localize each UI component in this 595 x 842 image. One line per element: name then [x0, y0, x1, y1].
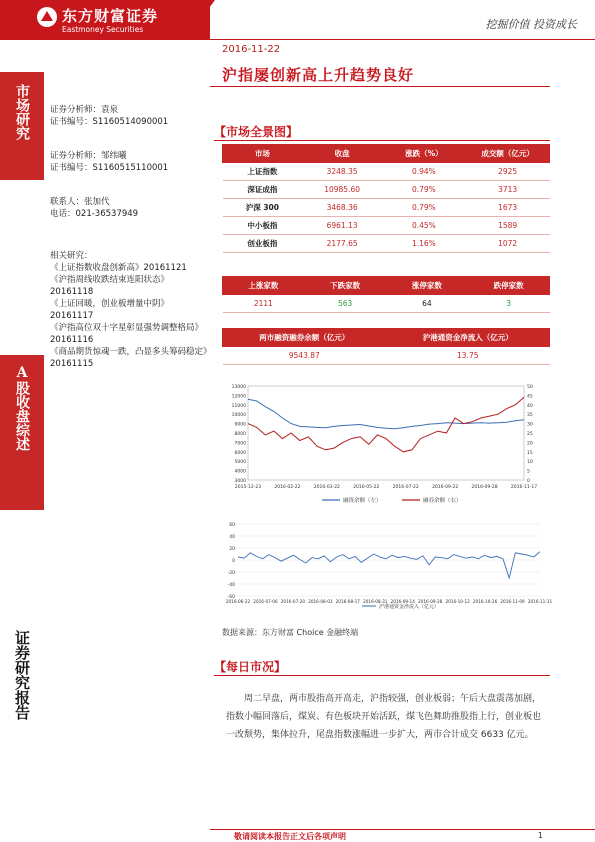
footer-rule — [210, 829, 595, 830]
cert-label: 证书编号： — [50, 117, 93, 127]
y-tick-label-right: 45 — [527, 394, 533, 400]
data-source-note: 数据来源：东方财富 Choice 金融终端 — [222, 628, 359, 637]
x-tick-label: 2016-08-17 — [335, 599, 360, 604]
limit-up-value: 64 — [386, 295, 468, 313]
sidebar-section-market-research — [0, 72, 44, 180]
northbound-flow-chart — [222, 520, 552, 612]
y-tick-label-left: 6000 — [234, 450, 246, 456]
analyst-1 — [50, 104, 168, 128]
col-header: 收盘 — [302, 145, 382, 163]
market-overview-table — [222, 144, 550, 253]
y-tick-label-left: 11000 — [231, 403, 246, 409]
sidebar-section-a-share — [0, 355, 44, 510]
series-line — [248, 399, 524, 429]
phone-number: 021-36537949 — [75, 209, 139, 219]
title-rule — [210, 86, 550, 87]
col-header: 下跌家数 — [304, 277, 386, 295]
y-tick-label-left: 13000 — [231, 385, 246, 390]
y-tick-label: -40 — [227, 583, 235, 588]
limit-down-value: 3 — [468, 295, 550, 313]
contact-info — [50, 196, 138, 220]
y-tick-label-right: 30 — [527, 422, 533, 428]
related-item[interactable]: 《商品期货惊魂一跌，凸显多头筹码稳定》20161115 — [50, 347, 208, 369]
x-tick-label: 2016-07-06 — [253, 599, 278, 604]
table-row — [223, 295, 550, 313]
northbound-flow-value: 13.75 — [386, 347, 549, 365]
y-tick-label-right: 25 — [527, 432, 533, 437]
x-tick-label: 2016-03-22 — [313, 485, 340, 490]
header-rule — [210, 39, 595, 40]
analyst-role: 证券分析师： — [50, 151, 102, 161]
cell-change: 1.16% — [382, 235, 466, 253]
x-tick-label: 2016-07-20 — [280, 599, 306, 604]
col-header: 两市融资融券余额（亿元） — [223, 329, 387, 347]
x-tick-label: 2015-12-23 — [234, 485, 262, 490]
related-item[interactable]: 《沪指高位双十字星彰显强势调整格局》20161116 — [50, 323, 204, 345]
y-tick-label-right: 40 — [527, 403, 533, 409]
legend-label: 沪港通资金净流入（亿元） — [379, 604, 440, 610]
y-tick-label-left: 10000 — [231, 413, 246, 419]
sidebar-label-a-share: A股收盘综述 — [14, 365, 30, 451]
y-tick-label-left: 7000 — [234, 441, 246, 447]
margin-balance-chart — [222, 380, 552, 512]
col-header: 涨停家数 — [386, 277, 468, 295]
cell-close: 3248.35 — [302, 163, 382, 181]
cell-turnover: 1673 — [466, 199, 550, 217]
table-row — [223, 217, 550, 235]
breadth-table — [222, 276, 550, 313]
cell-close: 10985.60 — [302, 181, 382, 199]
y-tick-label: 40 — [229, 535, 235, 540]
contact-label: 联系人： — [50, 197, 85, 207]
header-slogan: 挖掘价值 投资成长 — [485, 18, 577, 31]
y-tick-label-left: 12000 — [231, 394, 246, 400]
x-tick-label: 2016-09-28 — [471, 485, 498, 490]
col-header: 成交额（亿元） — [466, 145, 550, 163]
page-header — [0, 0, 595, 40]
y-tick-label: 60 — [229, 523, 235, 528]
table-row — [223, 163, 550, 181]
eastmoney-logo-icon — [36, 6, 58, 28]
daily-market-rule — [214, 675, 550, 676]
related-item[interactable]: 《沪指周线收跌结束连阳状态》20161118 — [50, 275, 170, 297]
x-tick-label: 2016-08-31 — [363, 599, 388, 604]
related-item[interactable]: 《上证指数收盘创新高》20161121 — [50, 263, 187, 273]
x-tick-label: 2016-07-22 — [392, 485, 419, 490]
table-header-row — [223, 277, 550, 295]
analyst-name: 袁泉 — [101, 105, 119, 115]
report-title: 沪指屡创新高上升趋势良好 — [222, 66, 415, 84]
y-tick-label-left: 3000 — [234, 479, 246, 484]
related-research — [50, 250, 210, 370]
y-tick-label-left: 8000 — [234, 432, 246, 437]
y-tick-label: 0 — [232, 559, 235, 564]
cell-change: 0.79% — [382, 181, 466, 199]
related-heading: 相关研究： — [50, 251, 93, 261]
x-tick-label: 2016-10-26 — [472, 599, 498, 604]
x-tick-label: 2016-05-22 — [353, 485, 380, 490]
x-tick-label: 2016-11-11 — [527, 599, 552, 604]
cell-market: 中小板指 — [223, 217, 303, 235]
y-tick-label: -20 — [227, 571, 235, 576]
cert-label: 证书编号： — [50, 163, 93, 173]
cell-change: 0.45% — [382, 217, 466, 235]
table-row — [223, 347, 550, 365]
cell-close: 2177.65 — [302, 235, 382, 253]
market-overview-title: 【市场全景图】 — [214, 125, 299, 139]
table-row — [223, 181, 550, 199]
market-overview-rule — [214, 140, 550, 141]
x-tick-label: 2016-10-12 — [445, 599, 470, 604]
margin-balance-value: 9543.87 — [223, 347, 387, 365]
x-tick-label: 2016-06-22 — [225, 599, 251, 604]
x-tick-label: 2016-09-14 — [390, 599, 415, 604]
advancers-value: 2111 — [223, 295, 305, 313]
sidebar-label-research-report: 证券研究报告 — [13, 630, 31, 720]
cert-number: S1160515110001 — [92, 163, 169, 173]
col-header: 市场 — [223, 145, 303, 163]
cell-market: 上证指数 — [223, 163, 303, 181]
y-tick-label-right: 50 — [527, 385, 533, 390]
analyst-name: 邹纬曦 — [101, 151, 127, 161]
cell-close: 3468.36 — [302, 199, 382, 217]
col-header: 上涨家数 — [223, 277, 305, 295]
analyst-role: 证券分析师： — [50, 105, 102, 115]
legend-label: 融资余额（左） — [343, 498, 382, 504]
flows-table — [222, 328, 550, 365]
x-tick-label: 2016-09-28 — [418, 599, 443, 604]
y-tick-label-right: 10 — [527, 460, 533, 466]
col-header: 跌停家数 — [468, 277, 550, 295]
daily-market-title: 【每日市况】 — [214, 660, 287, 674]
analyst-2 — [50, 150, 168, 174]
logo-text-en: Eastmoney Securities — [62, 25, 144, 34]
cell-turnover: 3713 — [466, 181, 550, 199]
x-tick-label: 2016-09-22 — [432, 485, 459, 490]
contact-name: 张加代 — [84, 197, 110, 207]
logo-text-cn: 东方财富证券 — [62, 7, 159, 25]
decliners-value: 563 — [304, 295, 386, 313]
cell-close: 6961.13 — [302, 217, 382, 235]
plot-frame — [248, 386, 524, 480]
series-line — [238, 552, 540, 578]
cert-number: S1160514090001 — [92, 117, 169, 127]
y-tick-label-left: 5000 — [234, 460, 246, 466]
header-diagonal — [185, 0, 215, 40]
daily-market-text: 周二早盘，两市股指高开高走，沪指较强，创业板弱；午后大盘震荡加剧，指数小幅回落后，煤炭、有色板块开始活跃，煤飞色舞助推股指上行，创业板也一改颓势，集体拉升，尾盘指数涨幅进一步扩大，两市合计成交 6633 亿元。 — [226, 694, 542, 740]
cell-change: 0.79% — [382, 199, 466, 217]
cell-turnover: 1072 — [466, 235, 550, 253]
y-tick-label-left: 4000 — [234, 469, 246, 475]
report-date: 2016-11-22 — [222, 44, 281, 55]
x-tick-label: 2016-11-17 — [510, 485, 538, 490]
table-row — [223, 199, 550, 217]
table-header-row — [223, 329, 550, 347]
col-header: 沪港通资金净流入（亿元） — [386, 329, 549, 347]
cell-market: 深证成指 — [223, 181, 303, 199]
y-tick-label-right: 20 — [527, 441, 533, 447]
x-tick-label: 2016-08-03 — [308, 599, 333, 604]
y-tick-label-right: 15 — [527, 450, 533, 456]
y-tick-label: -60 — [227, 595, 235, 600]
footer-disclaimer-link[interactable]: 敬请阅读本报告正文后各项声明 — [234, 832, 346, 841]
sidebar-label-market-research: 市场研究 — [14, 84, 30, 140]
cell-turnover: 2925 — [466, 163, 550, 181]
table-row — [223, 235, 550, 253]
table-header-row — [223, 145, 550, 163]
y-tick-label-right: 0 — [527, 479, 530, 484]
cell-market: 创业板指 — [223, 235, 303, 253]
phone-label: 电话： — [50, 209, 76, 219]
related-item[interactable]: 《上证回暖，创业板增量中阴》20161117 — [50, 299, 170, 321]
legend-label: 融券余额（右） — [423, 498, 462, 504]
y-tick-label-left: 9000 — [234, 422, 246, 428]
series-line — [248, 397, 524, 452]
y-tick-label-right: 5 — [527, 469, 530, 475]
cell-market: 沪深 300 — [223, 199, 303, 217]
x-tick-label: 2016-11-09 — [500, 599, 525, 604]
cell-turnover: 1589 — [466, 217, 550, 235]
y-tick-label-right: 35 — [527, 413, 533, 419]
col-header: 涨跌（%） — [382, 145, 466, 163]
y-tick-label: 20 — [229, 547, 235, 552]
page-number: 1 — [537, 831, 543, 840]
cell-change: 0.94% — [382, 163, 466, 181]
x-tick-label: 2016-02-22 — [274, 485, 301, 490]
sidebar-section-research-report — [0, 624, 44, 760]
